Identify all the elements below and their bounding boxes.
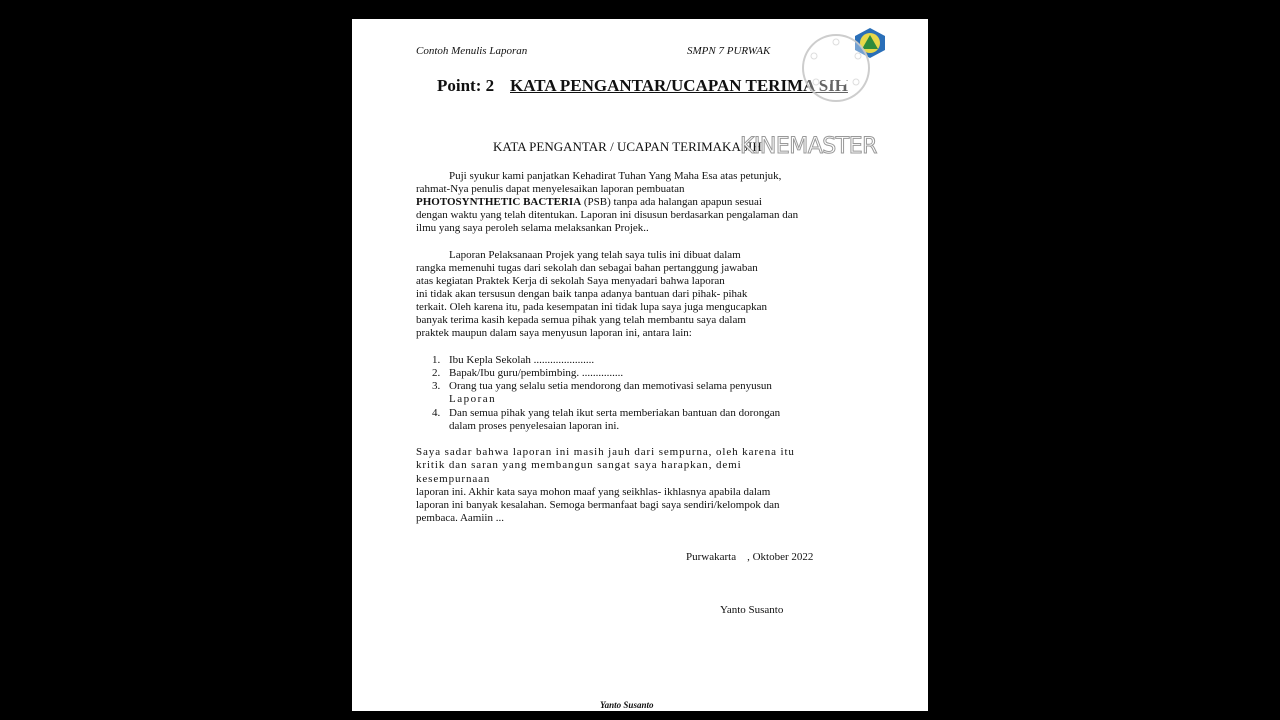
para1-line: Puji syukur kami panjatkan Kehadirat Tuhan Yang Maha Esa atas petunjuk, — [449, 170, 782, 182]
para1-text: tanpa ada halangan apapun sesuai — [613, 196, 762, 208]
signer-name: Yanto Susanto — [720, 604, 784, 616]
para2-line: ini tidak akan tersusun dengan baik tanpa adanya bantuan dari pihak- pihak — [416, 288, 748, 300]
list-number: 1. — [432, 354, 441, 366]
para2-line: atas kegiatan Praktek Kerja di sekolah Saya menyadari bahwa laporan — [416, 275, 725, 287]
list-number: 3. — [432, 380, 441, 392]
list-text-cont: Laporan — [449, 393, 497, 405]
document-page — [352, 19, 928, 711]
closing-line: kesempurnaan — [416, 473, 491, 485]
list-text: Bapak/Ibu guru/pembimbing. ............... — [449, 367, 624, 379]
para2-line: praktek maupun dalam saya menyusun laporan ini, antara lain: — [416, 327, 692, 339]
list-text: Dan semua pihak yang telah ikut serta memberiakan bantuan dan dorongan — [449, 407, 781, 419]
para2-line: banyak terima kasih kepada semua pihak yang telah membantu saya dalam — [416, 314, 746, 326]
list-item — [432, 354, 594, 367]
heading-point: Point: 2 — [437, 76, 495, 95]
closing-line: Saya sadar bahwa laporan ini masih jauh dari sempurna, oleh karena itu — [416, 446, 795, 458]
list-text-cont: dalam proses penyelesaian laporan ini. — [449, 420, 620, 432]
watermark-text: KINEMASTER — [740, 134, 877, 159]
list-item — [432, 407, 780, 420]
closing-line: laporan ini. Akhir kata saya mohon maaf yang seikhlas- ikhlasnya apabila dalam — [416, 486, 771, 498]
para2-line: terkait. Oleh karena itu, pada kesempatan ini tidak lupa saya juga mengucapkan — [416, 301, 767, 313]
header-left: Contoh Menulis Laporan — [416, 45, 528, 57]
para2-line: rangka memenuhi tugas dari sekolah dan sebagai bahan pertanggung jawaban — [416, 262, 758, 274]
heading-title: KATA PENGANTAR/UCAPAN TERIMA SIH — [510, 76, 848, 95]
psb-bold: PHOTOSYNTHETIC BACTERIA — [416, 196, 582, 208]
list-item — [432, 380, 772, 393]
list-number: 4. — [432, 407, 441, 419]
closing-line: pembaca. Aamiin ... — [416, 512, 504, 524]
list-item — [432, 367, 623, 380]
para1-line: dengan waktu yang telah ditentukan. Laporan ini disusun berdasarkan pengalaman dan — [416, 209, 799, 221]
date-line: Purwakarta , Oktober 2022 — [686, 551, 814, 563]
psb-abbr: (PSB) — [581, 196, 614, 208]
kinemaster-logo-icon — [802, 34, 870, 102]
signature: Yanto Susanto — [600, 700, 654, 710]
closing-line: laporan ini banyak kesalahan. Semoga bermanfaat bagi saya sendiri/kelompok dan — [416, 499, 780, 511]
para1-line: ilmu yang saya peroleh selama melaksankan Projek.. — [416, 222, 649, 234]
list-text: Ibu Kepla Sekolah ...................... — [449, 354, 595, 366]
para1-line: rahmat-Nya penulis dapat menyelesaikan laporan pembuatan — [416, 183, 685, 195]
closing-line: kritik dan saran yang membangun sangat saya harapkan, demi — [416, 459, 742, 471]
para2-line: Laporan Pelaksanaan Projek yang telah saya tulis ini dibuat dalam — [449, 249, 741, 261]
list-number: 2. — [432, 367, 441, 379]
header-right: SMPN 7 PURWAK — [687, 45, 771, 57]
subtitle: KATA PENGANTAR / UCAPAN TERIMAKASIH — [493, 139, 762, 154]
list-text: Orang tua yang selalu setia mendorong dan memotivasi selama penyusun — [449, 380, 772, 392]
para1-line — [416, 196, 762, 209]
